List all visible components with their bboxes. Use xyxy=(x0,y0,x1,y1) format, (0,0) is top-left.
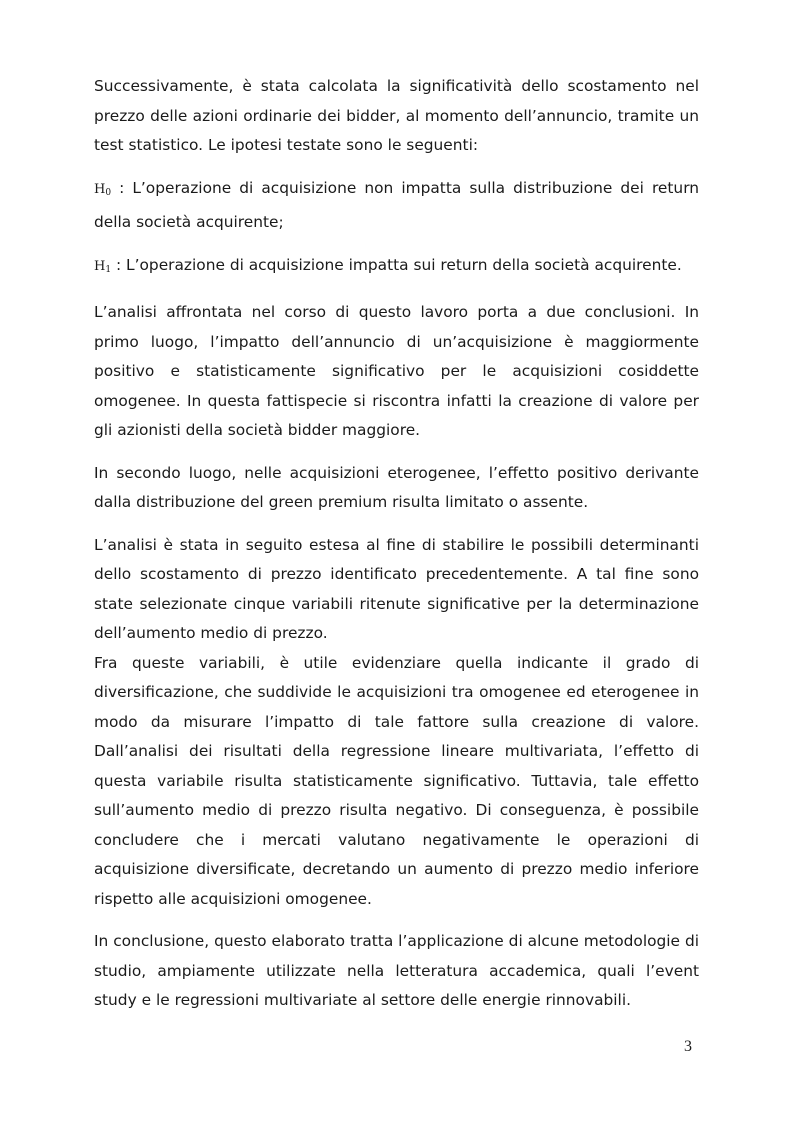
hypothesis-h0-text: : L’operazione di acquisizione non impatta sulla distribuzione dei return della società acquirente; xyxy=(94,178,699,231)
paragraph-diversification: Fra queste variabili, è utile evidenziare quella indicante il grado di diversificazione, che suddivide le acquisizioni tra omogenee ed eterogenee in modo da misurare l’impatto di tale fattore sulla creazione di valore. Dall’analisi dei risultati della regressione lineare multivariata, l’effetto di questa variabile risulta statisticamente significativo. Tuttavia, tale effetto sull’aumento medio di prezzo risulta negativo. Di conseguenza, è possibile concludere che i mercati valutano negativamente le operazioni di acquisizione diversificate, decretando un aumento di prezzo medio inferiore rispetto alle acquisizioni omogenee. xyxy=(94,653,699,908)
hypothesis-h1-symbol: $H_1$ xyxy=(94,258,112,275)
page-number: 3 xyxy=(684,1038,692,1055)
document-page xyxy=(94,72,699,1016)
paragraph-final-conclusion: In conclusione, questo elaborato tratta l’applicazione di alcune metodologie di studio, ampiamente utilizzate nella letteratura accademica, quali l’event study e le regressioni multivariate al settore delle energie rinnovabili. xyxy=(94,932,699,1009)
paragraph-conclusions: L’analisi affrontata nel corso di questo lavoro porta a due conclusioni. In primo luogo, l’impatto dell’annuncio di un’acquisizione è maggiormente positivo e statisticamente significativo per le acquisizioni cosiddette omogenee. In questa fattispecie si riscontra infatti la creazione di valore per gli azionisti della società bidder maggiore. xyxy=(94,303,699,439)
hypothesis-h0-symbol: $H_0$ xyxy=(94,181,112,198)
paragraph-significance-test: Successivamente, è stata calcolata la significatività dello scostamento nel prezzo delle azioni ordinarie dei bidder, al momento dell’annuncio, tramite un test statistico. Le ipotesi testate sono le seguenti: xyxy=(94,77,699,154)
hypothesis-h1 xyxy=(94,251,699,286)
hypothesis-h0 xyxy=(94,174,699,238)
paragraph-heterogeneous: In secondo luogo, nelle acquisizioni eterogenee, l’effetto positivo derivante dalla distribuzione del green premium risulta limitato o assente. xyxy=(94,463,699,511)
paragraph-determinants: L’analisi è stata in seguito estesa al fine di stabilire le possibili determinanti dello scostamento di prezzo identificato precedentemente. A tal fine sono state selezionate cinque variabili ritenute significative per la determinazione dell’aumento medio di prezzo. xyxy=(94,535,699,642)
hypothesis-h1-text: : L’operazione di acquisizione impatta sui return della società acquirente. xyxy=(111,255,682,274)
